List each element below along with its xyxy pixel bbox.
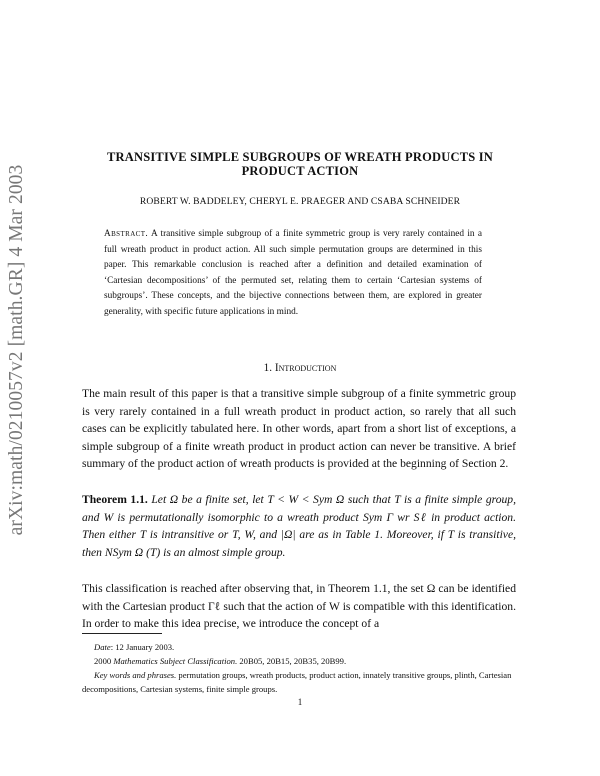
theorem-label: Theorem 1.1. <box>82 493 148 506</box>
paper-title <box>60 150 540 178</box>
section-heading <box>60 362 540 374</box>
keywords-label: Key words and phrases. <box>94 670 177 680</box>
footnote-date <box>82 641 516 655</box>
theorem-1-1 <box>82 491 516 561</box>
footnote-keywords <box>82 669 516 696</box>
msc-label: Mathematics Subject Classification. <box>113 656 238 666</box>
abstract-label: Abstract. <box>104 229 149 239</box>
date-value: : 12 January 2003. <box>110 642 175 652</box>
date-label: Date <box>94 642 111 652</box>
msc-codes: 20B05, 20B15, 20B35, 20B99. <box>237 656 347 666</box>
title-line-2: PRODUCT ACTION <box>241 164 359 178</box>
title-line-1: TRANSITIVE SIMPLE SUBGROUPS OF WREATH PRODUCTS IN <box>106 150 494 164</box>
intro-paragraph-1: The main result of this paper is that a transitive simple subgroup of a finite symmetric group is very rarely contained in a full wreath product in product action, so rarely that all such cases can be explicitly tabulated here. In other words, apart from a short list of exceptions, a simple subgroup of a finite wreath product in product action can never be transitive. A brief summary of the product action of wreath products is provided at the beginning of Section 2. <box>82 387 516 471</box>
keywords-text: permutation groups, wreath products, product action, innately transitive groups, plinth, Cartesian decompositions, Cartesian systems, finite simple groups. <box>82 670 512 694</box>
msc-year: 2000 <box>94 656 114 666</box>
section-title: Introduction <box>274 362 337 374</box>
abstract <box>104 227 482 321</box>
theorem-statement: Let Ω be a finite set, let T < W < Sym Ω such that T is a finite simple group, and W is permutationally isomorphic to a wreath product Sym Γ wr Sℓ in product action. Then either T is intransitive or T, W, and |Ω| are as in Table 1. Moreover, if T is transitive, then NSym Ω (T) is an almost simple group. <box>82 493 517 559</box>
arxiv-identifier[interactable]: arXiv:math/0210057v2 [math.GR] 4 Mar 2003 <box>6 164 27 536</box>
section-number: 1. <box>263 362 275 374</box>
footnote-rule <box>82 633 162 634</box>
abstract-text: A transitive simple subgroup of a finite symmetric group is very rarely contained in a full wreath product in product action. All such simple permutation groups are determined in this paper. This remarkable conclusion is reached after a definition and detailed examination of ‘Cartesian decompositions’ of the permuted set, relating them to certain ‘Cartesian systems of subgroups’. These concepts, and the bijective connections between them, are explored in greater generality, with specific future applications in mind. <box>104 229 482 317</box>
intro-paragraph-2: This classification is reached after observing that, in Theorem 1.1, the set Ω can be identified with the Cartesian product Γℓ such that the action of W is compatible with this identification. In order to make this idea precise, we introduce the concept of a <box>82 582 516 631</box>
page-number: 1 <box>297 697 303 707</box>
arxiv-sidebar <box>2 160 32 540</box>
authors: ROBERT W. BADDELEY, CHERYL E. PRAEGER AND CSABA SCHNEIDER <box>139 196 461 207</box>
footnote-msc <box>82 655 516 669</box>
